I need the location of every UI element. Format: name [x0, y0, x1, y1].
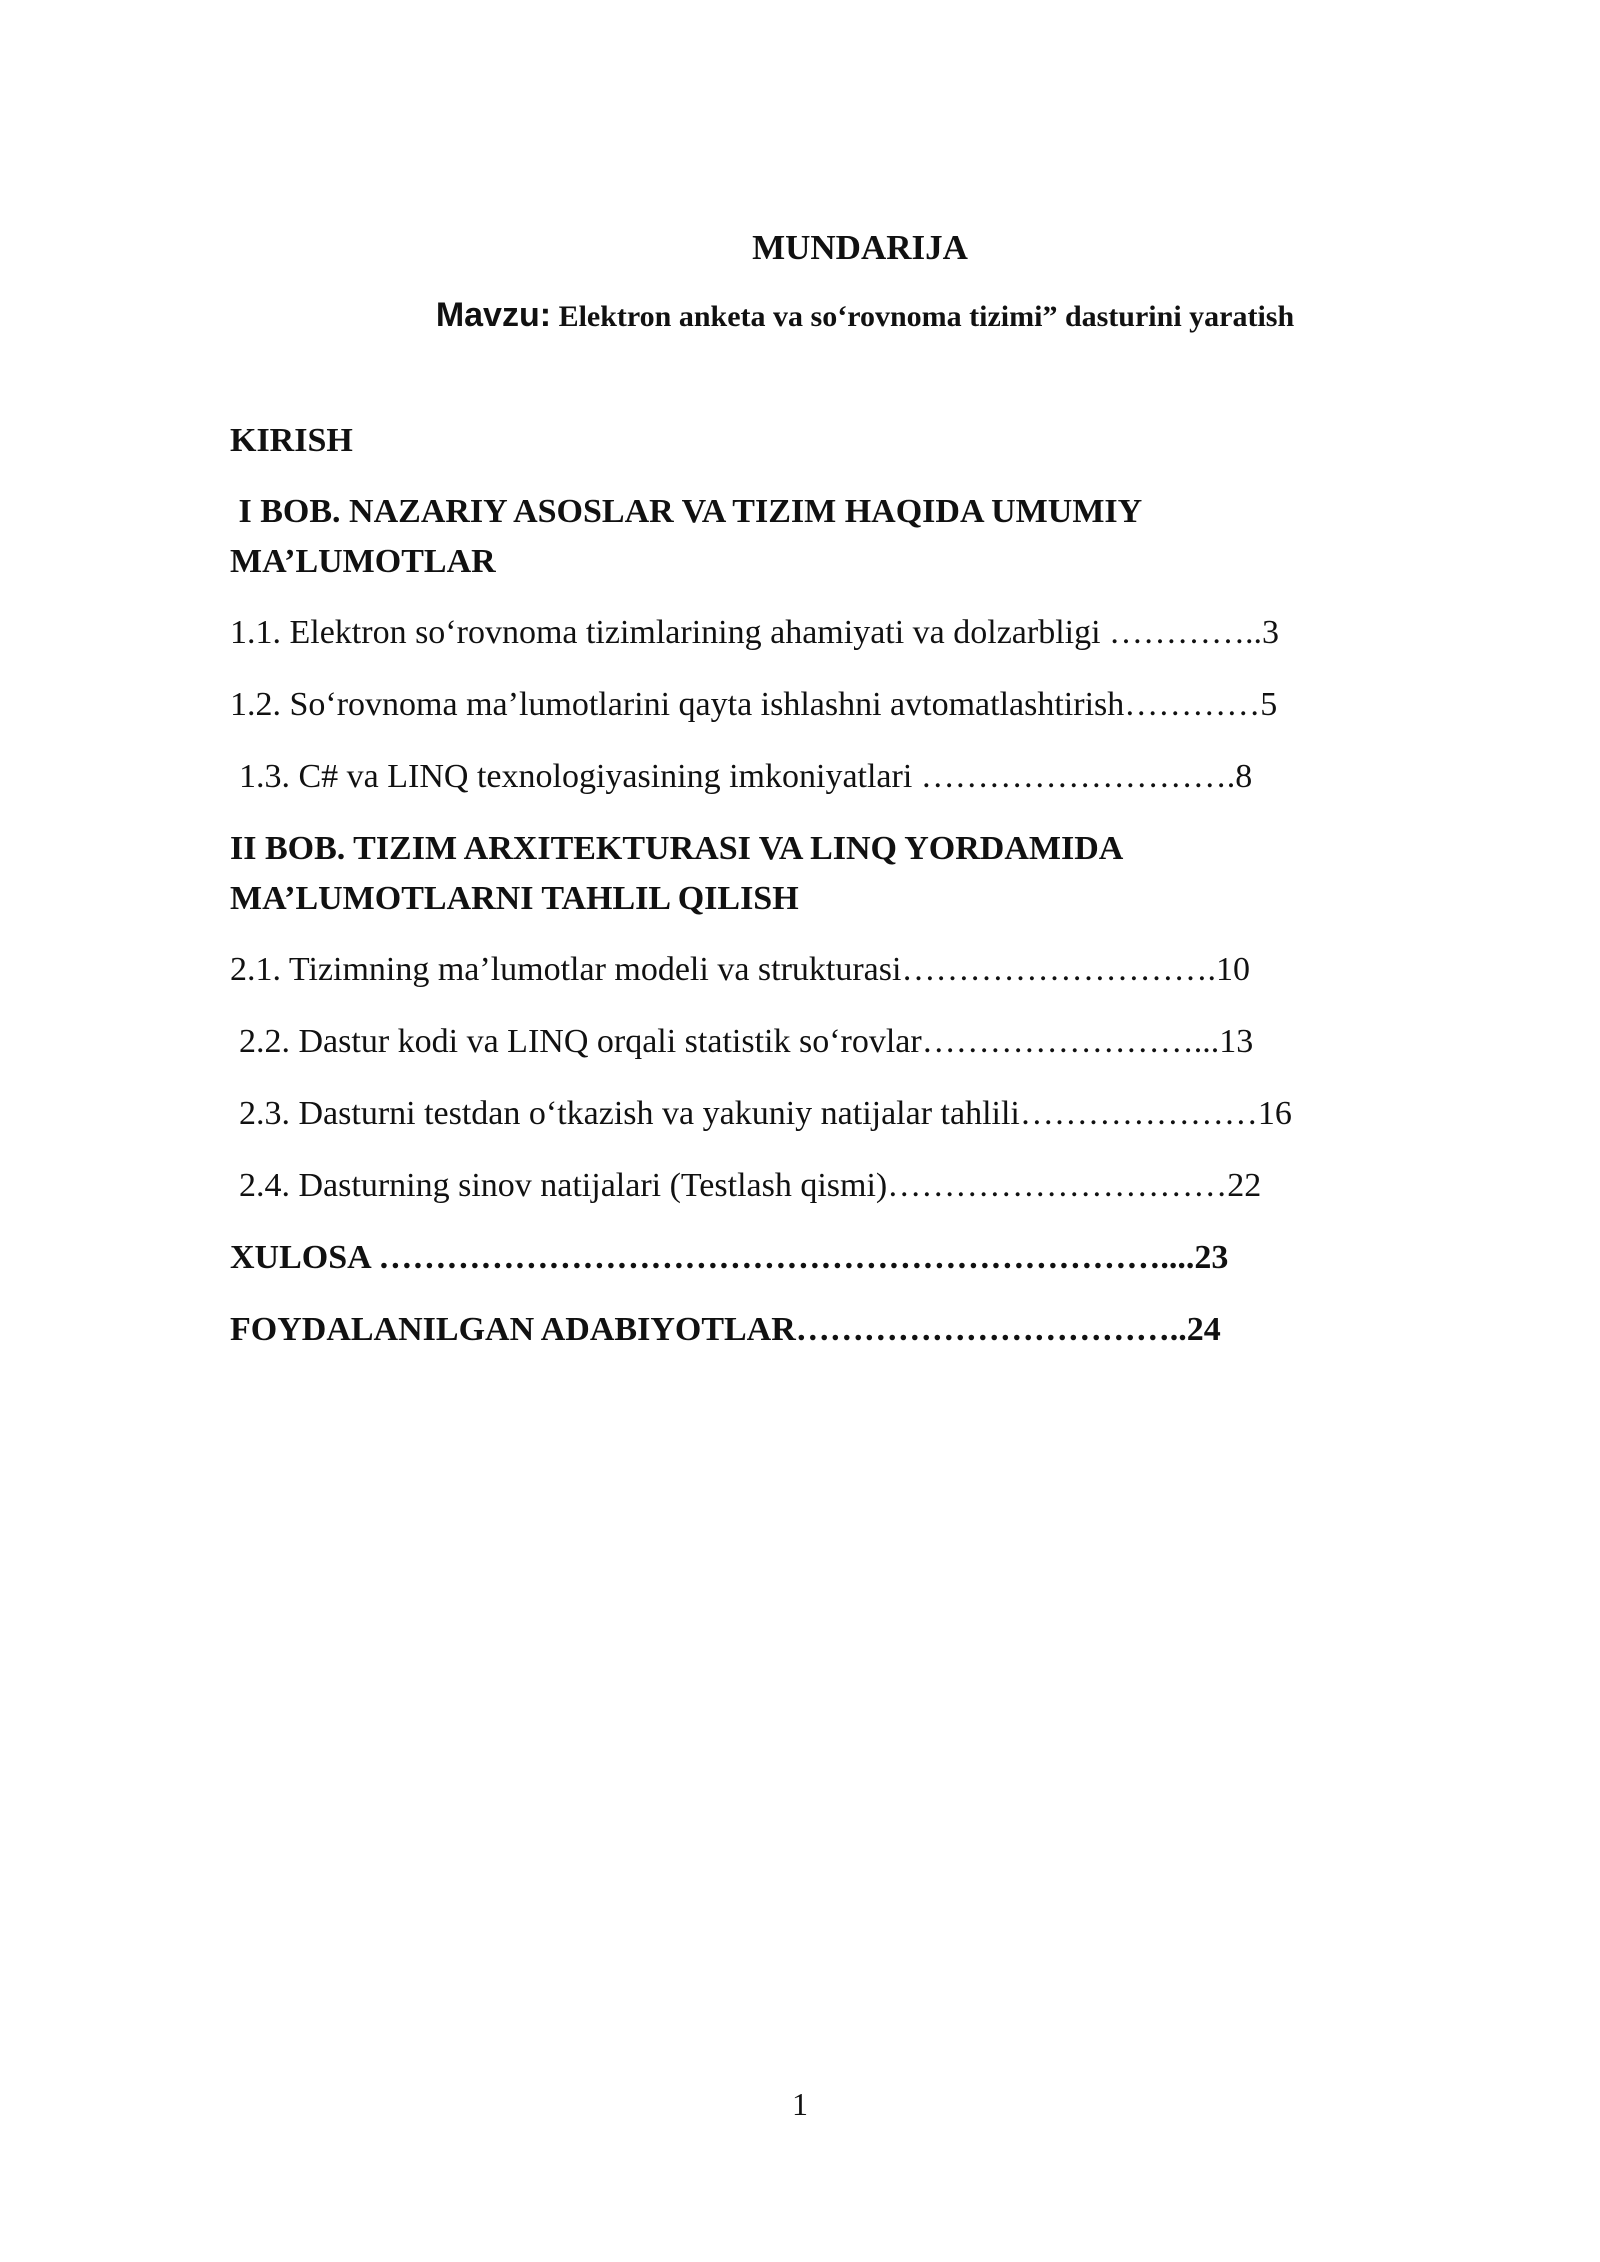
toc-section-2-4: 2.4. Dasturning sinov natijalari (Testlash qismi)…………………………22: [239, 1167, 1262, 1204]
document-title: MUNDARIJA: [752, 228, 968, 267]
toc-chapter-2-line-2: MA’LUMOTLARNI TAHLIL QILISH: [230, 880, 799, 917]
subtitle-lead: Mavzu:: [435, 296, 552, 334]
toc-section-1-3: 1.3. C# va LINQ texnologiyasining imkoniyatlari ……………………….8: [239, 758, 1253, 795]
toc-conclusion: XULOSA ……………………………………………………………....23: [230, 1239, 1229, 1276]
toc-section-2-3: 2.3. Dasturni testdan o‘tkazish va yakuniy natijalar tahlili…………………16: [239, 1095, 1292, 1132]
subtitle-topic: Elektron anketa va so‘rovnoma tizimi” dasturini yaratish: [551, 300, 1295, 333]
toc-chapter-1-line-1: I BOB. NAZARIY ASOSLAR VA TIZIM HAQIDA UMUMIY: [230, 493, 1143, 530]
toc-chapter-2-line-1: II BOB. TIZIM ARXITEKTURASI VA LINQ YORDAMIDA: [230, 830, 1124, 867]
toc-section-2-2: 2.2. Dastur kodi va LINQ orqali statistik so‘rovlar……………………...13: [239, 1023, 1254, 1060]
page-number: 1: [792, 2086, 808, 2122]
toc-section-1-2: 1.2. So‘rovnoma ma’lumotlarini qayta ishlashni avtomatlashtirish…………5: [230, 686, 1278, 723]
toc-chapter-1-line-2: MA’LUMOTLAR: [230, 543, 496, 580]
toc-chapter-2: [230, 824, 1123, 924]
toc-section-1-1: 1.1. Elektron so‘rovnoma tizimlarining ahamiyati va dolzarbligi …………..3: [230, 614, 1280, 651]
toc-references: FOYDALANILGAN ADABIYOTLAR……………………………..24: [230, 1311, 1221, 1348]
toc-chapter-1: [230, 487, 1142, 587]
document-subtitle: [0, 296, 1600, 335]
toc-intro: KIRISH: [230, 422, 353, 459]
toc-section-2-1: 2.1. Tizimning ma’lumotlar modeli va strukturasi……………………….10: [230, 951, 1250, 988]
